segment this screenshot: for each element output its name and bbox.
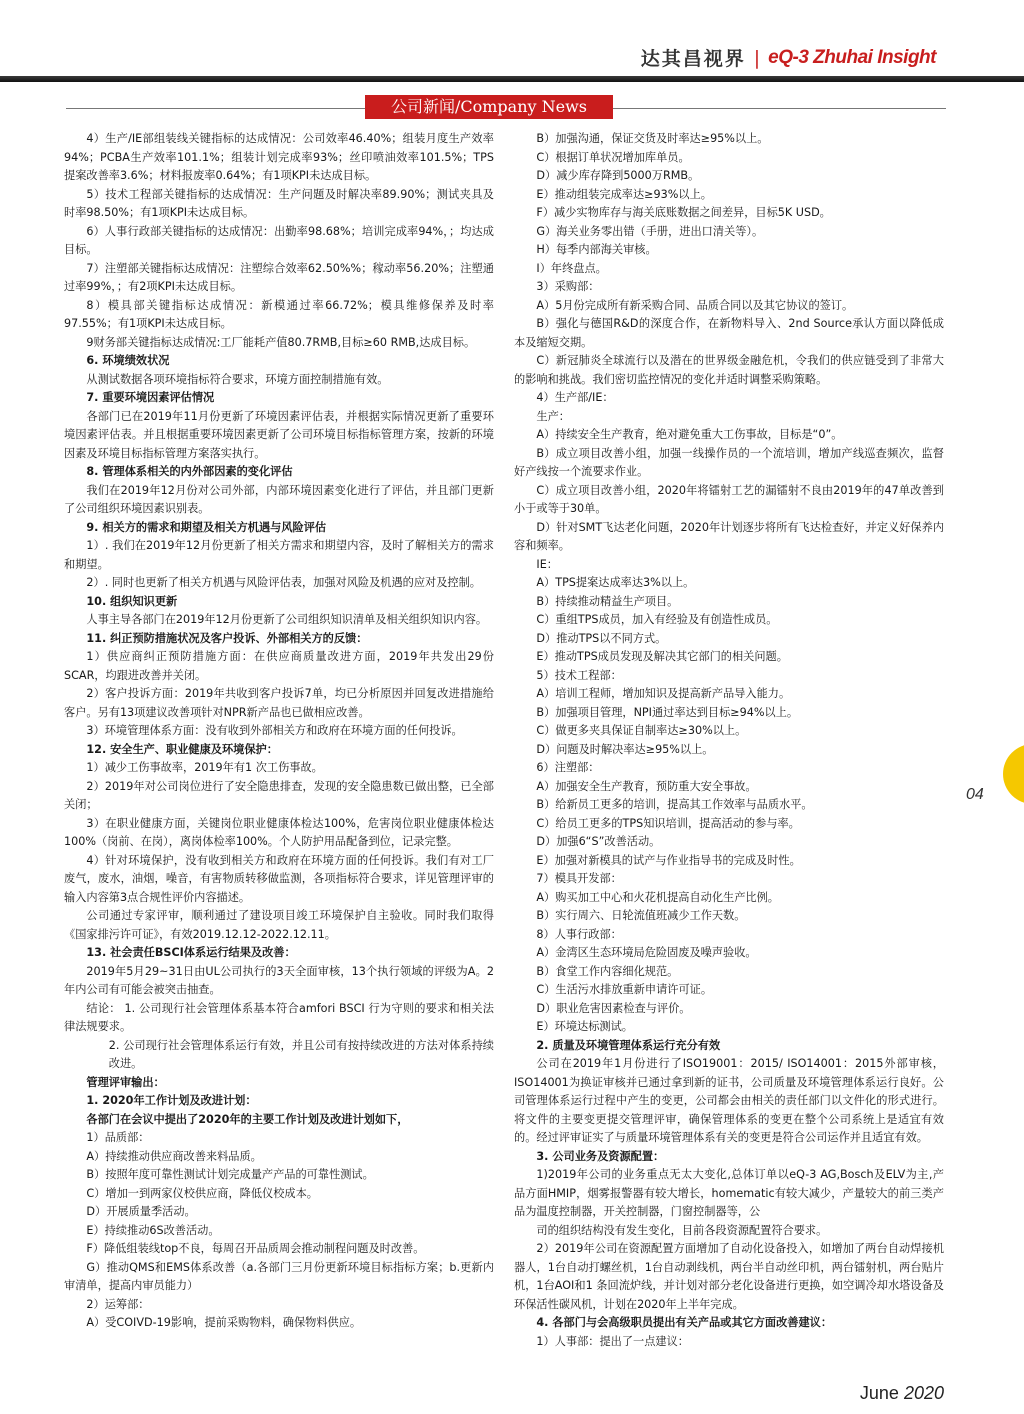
paragraph: D）职业危害因素检查与评价。 (536, 1001, 691, 1015)
paragraph: E）推动TPS成员发现及解决其它部门的相关问题。 (536, 650, 788, 663)
paragraph: 1)2019年公司的业务重点无太大变化,总体订单以eQ-3 AG,Bosch及ELV为主,产品方面HMIP，烟雾报警器有较大增长，homematic有较大减少，产量较大的前三类产品为温度控制器，开关控制器，门窗控制器等，公 (514, 1168, 944, 1218)
paragraph: A）受COIVD-19影响，提前采购物料，确保物料供应。 (86, 1316, 362, 1329)
masthead-title-cn: 达其昌视界 (640, 48, 746, 70)
paragraph: A）持续推动供应商改善来料品质。 (86, 1149, 262, 1163)
paragraph: D）加强6“S”改善活动。 (536, 835, 661, 848)
paragraph: IE： (536, 557, 558, 571)
paragraph: E）持续推动6S改善活动。 (86, 1223, 220, 1237)
header-bar (0, 76, 1024, 82)
paragraph: 2）运筹部： (86, 1297, 150, 1311)
paragraph: B）成立项目改善小组，加强一线操作员的一个流培训，增加产线巡查频次，监督好产线按一个流要求作业。 (514, 446, 944, 478)
paragraph: D）针对SMT飞达老化问题，2020年计划逐步将所有飞达检查好，并定义好保养内容和频率。 (514, 520, 944, 552)
paragraph: A）金湾区生态环境局危险固废及噪声验收。 (536, 946, 757, 959)
paragraph: 3）环境管理体系方面：没有收到外部相关方和政府在环境方面的任何投诉。 (86, 724, 463, 737)
paragraph: B）强化与德国R&D的深度合作，在新物料导入、2nd Source承认方面以降低成本及缩短交期。 (514, 317, 944, 349)
paragraph: G）推动QMS和EMS体系改善（a.各部门三月份更新环境目标指标方案；b.更新内审清单，提高内审员能力） (64, 1260, 494, 1292)
paragraph: 从测试数据各项环境指标符合要求，环境方面控制措施有效。 (86, 372, 389, 386)
section-heading: 管理评审输出： (86, 1075, 165, 1089)
paragraph: C）生活污水排放重新申请许可证。 (536, 983, 713, 996)
paragraph: F）减少实物库存与海关底账数据之间差异，目标5K USD。 (536, 206, 831, 219)
paragraph: 4）生产/IE部组装线关键指标的达成情况：公司效率46.40%；组装月度生产效率94%；PCBA生产效率101.1%；组装计划完成率93%；丝印喷油效率101.5%；TPS提案改善率3.6%；材料报废率0.64%；有1项KPI未达成目标。 (64, 132, 494, 182)
section-heading: 1. 2020年工作计划及改进计划： (86, 1094, 257, 1107)
paragraph: 各部门已在2019年11月份更新了环境因素评估表，并根据实际情况更新了重要环境因素评估表。并且根据重要环境因素更新了公司环境目标指标管理方案，按新的环境因素及环境目标指标管理方案落实执行。 (64, 409, 494, 460)
masthead-title-en: eQ-3 Zhuhai Insight (768, 46, 936, 68)
paragraph: B）加强沟通，保证交货及时率达≥95%以上。 (536, 132, 769, 145)
paragraph: B）给新员工更多的培训，提高其工作效率与品质水平。 (536, 798, 813, 811)
section-heading: 12. 安全生产、职业健康及环境保护： (86, 742, 278, 756)
paragraph: 5）技术工程部关键指标的达成情况：生产问题及时解决率89.90%；测试夹具及时率98.50%；有1项KPI未达成目标。 (64, 187, 494, 219)
paragraph: 2）2019年对公司岗位进行了安全隐患排查，发现的安全隐患数已做出整，已全部关闭； (64, 779, 494, 811)
paragraph: H）每季内部海关审核。 (536, 243, 657, 256)
paragraph: 结论： 1. 公司现行社会管理体系基本符合amfori BSCI 行为守则的要求和相关法律法规要求。 (64, 1001, 494, 1033)
paragraph: 3）在职业健康方面，关键岗位职业健康体检达100%，危害岗位职业健康体检达100%（岗前、在岗），离岗体检率100%。个人防护用品配备到位，记录完整。 (64, 816, 494, 848)
paragraph: 2）2019年公司在资源配置方面增加了自动化设备投入，如增加了两台自动焊接机器人，1台自动打螺丝机，1台自动剥线机，两台半自动丝印机，两台镭射机，两台贴片机，1台AOI和1 条回流炉线，并计划对部分老化设备进行更换，如空调冷却水塔设备及环保活性碳风机，计划在2020年上半年完成。 (514, 1242, 944, 1311)
footer-month: June (859, 1383, 899, 1403)
paragraph: 8）模具部关键指标达成情况：新模通过率66.72%；模具维修保养及时率97.55%；有1项KPI未达成目标。 (64, 298, 494, 330)
paragraph: A）5月份完成所有新采购合同、品质合同以及其它协议的签订。 (536, 298, 854, 312)
section-heading: 9. 相关方的需求和期望及相关方机遇与风险评估 (86, 520, 327, 534)
paragraph: 8）人事行政部： (536, 927, 622, 941)
paragraph: 7）模具开发部： (536, 872, 622, 885)
paragraph: I）年终盘点。 (536, 261, 607, 275)
paragraph: 公司在2019年1月份进行了ISO19001：2015/ ISO14001：2015外部审核，ISO14001为换证审核并已通过拿到新的证书，公司质量及环境管理体系运行良好。公司管理体系运行过程中产生的变更，公司都会由相关的责任部门以文件化的形式进行。将文件的主要变更提交管理评审，确保管理体系的变更在整个公司系统上是适宜有效的。经过评审证实了与质量环境管理体系有关的变更是符合公司运作并且适宜有效。 (514, 1057, 944, 1144)
section-heading: 11. 纠正预防措施状况及客户投诉、外部相关方的反馈： (86, 631, 368, 645)
section-heading: 各部门在会议中提出了2020年的主要工作计划及改进计划如下， (86, 1112, 409, 1126)
section-heading: 10. 组织知识更新 (86, 594, 178, 608)
page-number: 04 (966, 786, 984, 803)
paragraph: D）减少库存降到5000万RMB。 (536, 169, 700, 182)
section-heading: 6. 环境绩效状况 (86, 354, 170, 367)
paragraph: E）环境达标测试。 (536, 1020, 633, 1033)
paragraph: E）推动组装完成率达≥93%以上。 (536, 187, 712, 201)
section-heading: 13. 社会责任BSCI体系运行结果及改善： (86, 946, 296, 959)
section-tab: 公司新闻/Company News (365, 95, 613, 119)
paragraph: 6）注塑部： (536, 761, 600, 774)
masthead (641, 44, 936, 71)
paragraph: 2. 公司现行社会管理体系运行有效，并且公司有按持续改进的方法对体系持续改进。 (108, 1038, 494, 1070)
paragraph: B）实行周六、日轮流值班减少工作天数。 (536, 909, 746, 922)
paragraph: C）增加一到两家仪校供应商，降低仪校成本。 (86, 1186, 318, 1200)
section-heading: 2. 质量及环境管理体系运行充分有效 (536, 1038, 721, 1052)
paragraph: 1）人事部：提出了一点建议： (536, 1334, 689, 1348)
paragraph: B）食堂工作内容细化规范。 (536, 964, 679, 978)
paragraph: 人事主导各部门在2019年12月份更新了公司组织知识清单及相关组织知识内容。 (86, 613, 488, 626)
footer-date (860, 1383, 944, 1404)
page-marker-circle (1003, 744, 1024, 804)
paragraph: 1）. 我们在2019年12月份更新了相关方需求和期望内容，及时了解相关方的需求和期望。 (64, 539, 494, 571)
paragraph: 9财务部关键指标达成情况:工厂能耗产值80.7RMB,目标≥60 RMB,达成目标。 (86, 335, 476, 349)
paragraph: 2）. 同时也更新了相关方机遇与风险评估表，加强对风险及机遇的应对及控制。 (86, 576, 481, 589)
paragraph: 司的组织结构没有发生变化，目前各段资源配置符合要求。 (536, 1223, 828, 1237)
paragraph: 7）注塑部关键指标达成情况：注塑综合效率62.50%%；稼动率56.20%；注塑通过率99%，；有2项KPI未达成目标。 (64, 261, 494, 293)
paragraph: 5）技术工程部： (536, 668, 622, 682)
paragraph: 3）采购部： (536, 280, 600, 293)
paragraph: 2）客户投诉方面：2019年共收到客户投诉7单，均已分析原因并回复改进措施给客户。另有13项建议改善项针对NPR新产品也已做相应改善。 (64, 687, 494, 719)
paragraph: 4）生产部/IE： (536, 391, 614, 404)
paragraph: C）根据订单状况增加库单员。 (536, 150, 690, 164)
paragraph: A）TPS提案达成率达3%以上。 (536, 576, 695, 589)
paragraph: 6）人事行政部关键指标的达成情况：出勤率98.68%；培训完成率94%，；均达成目标。 (64, 224, 494, 256)
paragraph: D）推动TPS以不同方式。 (536, 631, 667, 645)
section-heading: 3. 公司业务及资源配置： (536, 1149, 665, 1163)
right-column (514, 130, 944, 1351)
paragraph: C）做更多夹具保证自制率达≥30%以上。 (536, 724, 747, 737)
paragraph: 我们在2019年12月份对公司外部，内部环境因素变化进行了评估，并且部门更新了公司组织环境因素识别表。 (64, 483, 494, 515)
paragraph: A）培训工程师，增加知识及提高新产品导入能力。 (536, 687, 791, 700)
paragraph: 1）品质部： (86, 1131, 150, 1144)
paragraph: D）开展质量季活动。 (86, 1205, 196, 1218)
section-heading: 8. 管理体系相关的内外部因素的变化评估 (86, 465, 293, 478)
paragraph: C）成立项目改善小组，2020年将镭射工艺的漏镭射不良由2019年的47单改善到小于或等于30单。 (514, 483, 944, 515)
paragraph: 1）供应商纠正预防措施方面：在供应商质量改进方面，2019年共发出29份SCAR，均跟进改善并关闭。 (64, 650, 494, 682)
paragraph: D）问题及时解决率达≥95%以上。 (536, 742, 714, 756)
paragraph: A）加强安全生产教育，预防重大安全事故。 (536, 779, 757, 793)
paragraph: 生产： (536, 409, 570, 423)
section-heading: 4. 各部门与会高级职员提出有关产品或其它方面改善建议： (536, 1316, 833, 1329)
paragraph: F）降低组装线top不良，每周召开品质周会推动制程问题及时改善。 (86, 1242, 425, 1255)
paragraph: G）海关业务零出错（手册，进出口清关等）。 (536, 224, 764, 238)
footer-year: 2020 (903, 1383, 944, 1403)
paragraph: 2019年5月29~31日由UL公司执行的3天全面审核，13个执行领域的评级为A。2年内公司有可能会被突击抽查。 (64, 964, 494, 996)
paragraph: 4）针对环境保护，没有收到相关方和政府在环境方面的任何投诉。我们有对工厂废气，废水，油烟，噪音，有害物质转移做监测，各项指标符合要求，详见管理评审的输入内容第3点合规性评价内容描述。 (64, 853, 494, 904)
paragraph: A）购买加工中心和火花机提高自动化生产比例。 (536, 890, 779, 904)
left-column (64, 130, 494, 1333)
section-heading: 7. 重要环境因素评估情况 (86, 391, 215, 404)
paragraph: B）按照年度可靠性测试计划完成量产产品的可靠性测试。 (86, 1168, 374, 1181)
paragraph: A）持续安全生产教育，绝对避免重大工伤事故，目标是“0”。 (536, 428, 843, 441)
paragraph: E）加强对新模具的试产与作业指导书的完成及时性。 (536, 853, 801, 867)
paragraph: 公司通过专家评审，顺利通过了建设项目竣工环境保护自主验收。同时我们取得《国家排污许可证》，有效2019.12.12-2022.12.11。 (64, 909, 494, 941)
paragraph: C）新冠肺炎全球流行以及潜在的世界级金融危机，令我们的供应链受到了非常大的影响和挑战。我们密切监控情况的变化并适时调整采购策略。 (514, 354, 944, 386)
paragraph: 1）减少工伤事故率，2019年有1 次工伤事故。 (86, 761, 323, 774)
paragraph: B）持续推动精益生产项目。 (536, 594, 679, 608)
masthead-separator: | (753, 46, 761, 69)
paragraph: C）给员工更多的TPS知识培训，提高活动的参与率。 (536, 816, 800, 830)
paragraph: C）重组TPS成员，加入有经验及有创造性成员。 (536, 613, 778, 626)
paragraph: B）加强项目管理，NPI通过率达到目标≥94%以上。 (536, 705, 799, 719)
